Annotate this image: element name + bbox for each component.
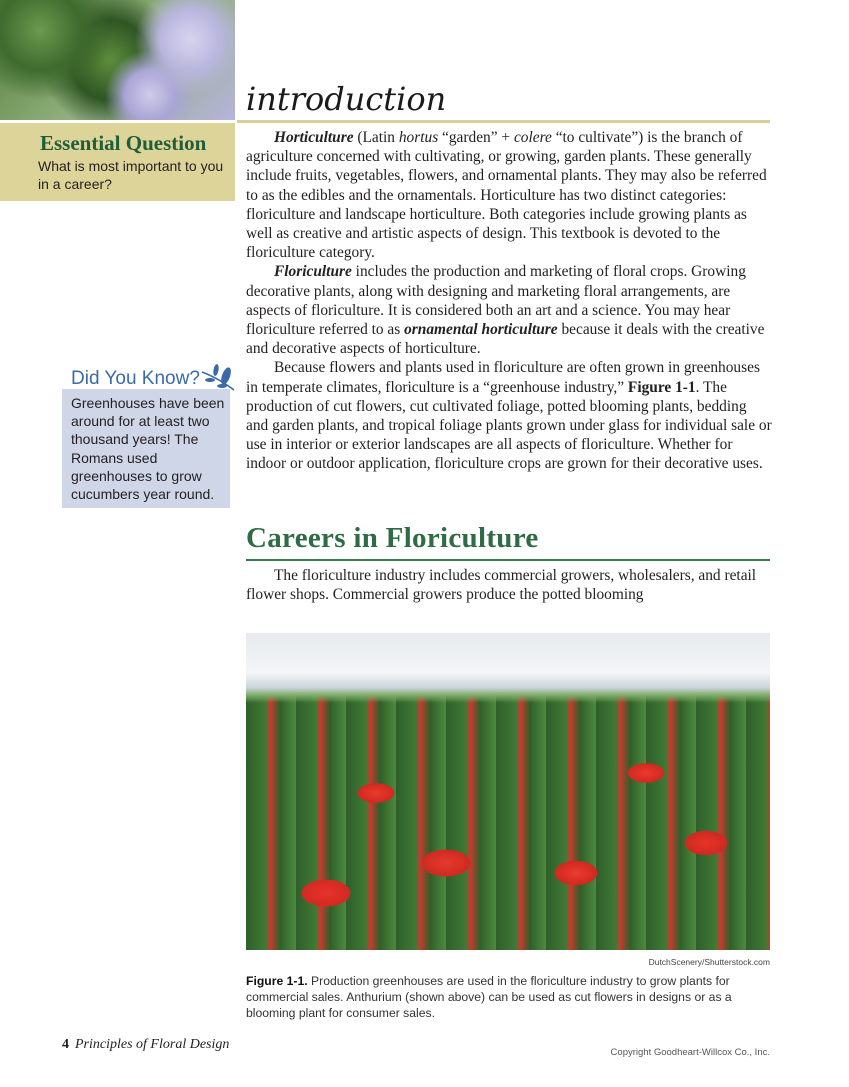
text: . The production of cut flowers, cut cultivated foliage, potted blooming plants, bedding and garden plants, and tropical foliage plants grown under glass for individual sale or use in interior or exterior landscapes are all aspects of floriculture. Whether for indoor or outdoor application, floriculture crops are grown for their decorative uses. — [246, 378, 772, 473]
essential-question-title: Essential Question — [40, 131, 207, 155]
did-you-know-text: Greenhouses have been around for at least two thousand years! The Romans used greenhouses to grow cucumbers year round. — [71, 395, 225, 503]
paragraph — [246, 262, 772, 358]
text: Because flowers and plants used in floriculture are often grown in greenhouses in temperate climates, floriculture is a “greenhouse industry,” — [246, 359, 760, 396]
text: (Latin — [353, 129, 399, 146]
did-you-know-title: Did You Know? — [71, 368, 200, 389]
divider — [246, 559, 770, 561]
term: hortus — [398, 129, 439, 146]
figure-reference[interactable]: Figure 1-1 — [627, 378, 696, 396]
divider — [237, 120, 770, 123]
term: Floriculture — [274, 263, 352, 281]
term: colere — [513, 129, 552, 146]
careers-heading: Careers in Floriculture — [246, 522, 539, 554]
paragraph — [246, 358, 772, 473]
figure-label: Figure 1-1. — [246, 974, 308, 988]
text: “to cultivate”) is the branch of agriculture concerned with cultivating, or growing, garden plants. These generally include fruits, vegetables, flowers, and ornamental plants. They may also be referred to as the edibles and the ornamentals. Horticulture has two distinct categories: floriculture and landscape horticulture. Both categories include growing plants as well as creative and artistic aspects of design. This textbook is devoted to the floriculture category. — [246, 129, 767, 262]
careers-body — [246, 566, 772, 604]
term: Horticulture — [274, 129, 354, 146]
section-title: introduction — [246, 80, 447, 118]
book-title: Principles of Floral Design — [75, 1037, 230, 1052]
paragraph — [246, 128, 772, 262]
intro-body — [246, 128, 772, 474]
photo-credit: DutchScenery/Shutterstock.com — [648, 957, 770, 967]
text: “garden” + — [438, 129, 514, 146]
text: because it deals with the creative and decorative aspects of horticulture. — [246, 321, 765, 358]
essential-question-text: What is most important to you in a career? — [38, 158, 224, 192]
figure-caption — [246, 973, 770, 1021]
text: includes the production and marketing of floral crops. Growing decorative plants, along with designing and marketing floral arrangements, are aspects of floriculture. It is considered both an art and a science. You may hear floriculture referred to as — [246, 263, 746, 339]
flower-photo — [0, 0, 235, 120]
page-footer — [62, 1037, 229, 1053]
greenhouse-anthurium-photo — [246, 633, 770, 950]
copyright: Copyright Goodheart-Willcox Co., Inc. — [610, 1047, 770, 1058]
page-number: 4 — [62, 1037, 69, 1052]
caption-text: Production greenhouses are used in the floriculture industry to grow plants for commercial sales. Anthurium (shown above) can be used as cut flowers in designs or as a blooming plant for consumer sales. — [246, 974, 732, 1020]
leaf-sprig-icon — [200, 364, 236, 392]
term: ornamental horticulture — [404, 321, 558, 339]
paragraph: The floriculture industry includes commercial growers, wholesalers, and retail flower shops. Commercial growers produce the potted blooming — [246, 567, 757, 604]
